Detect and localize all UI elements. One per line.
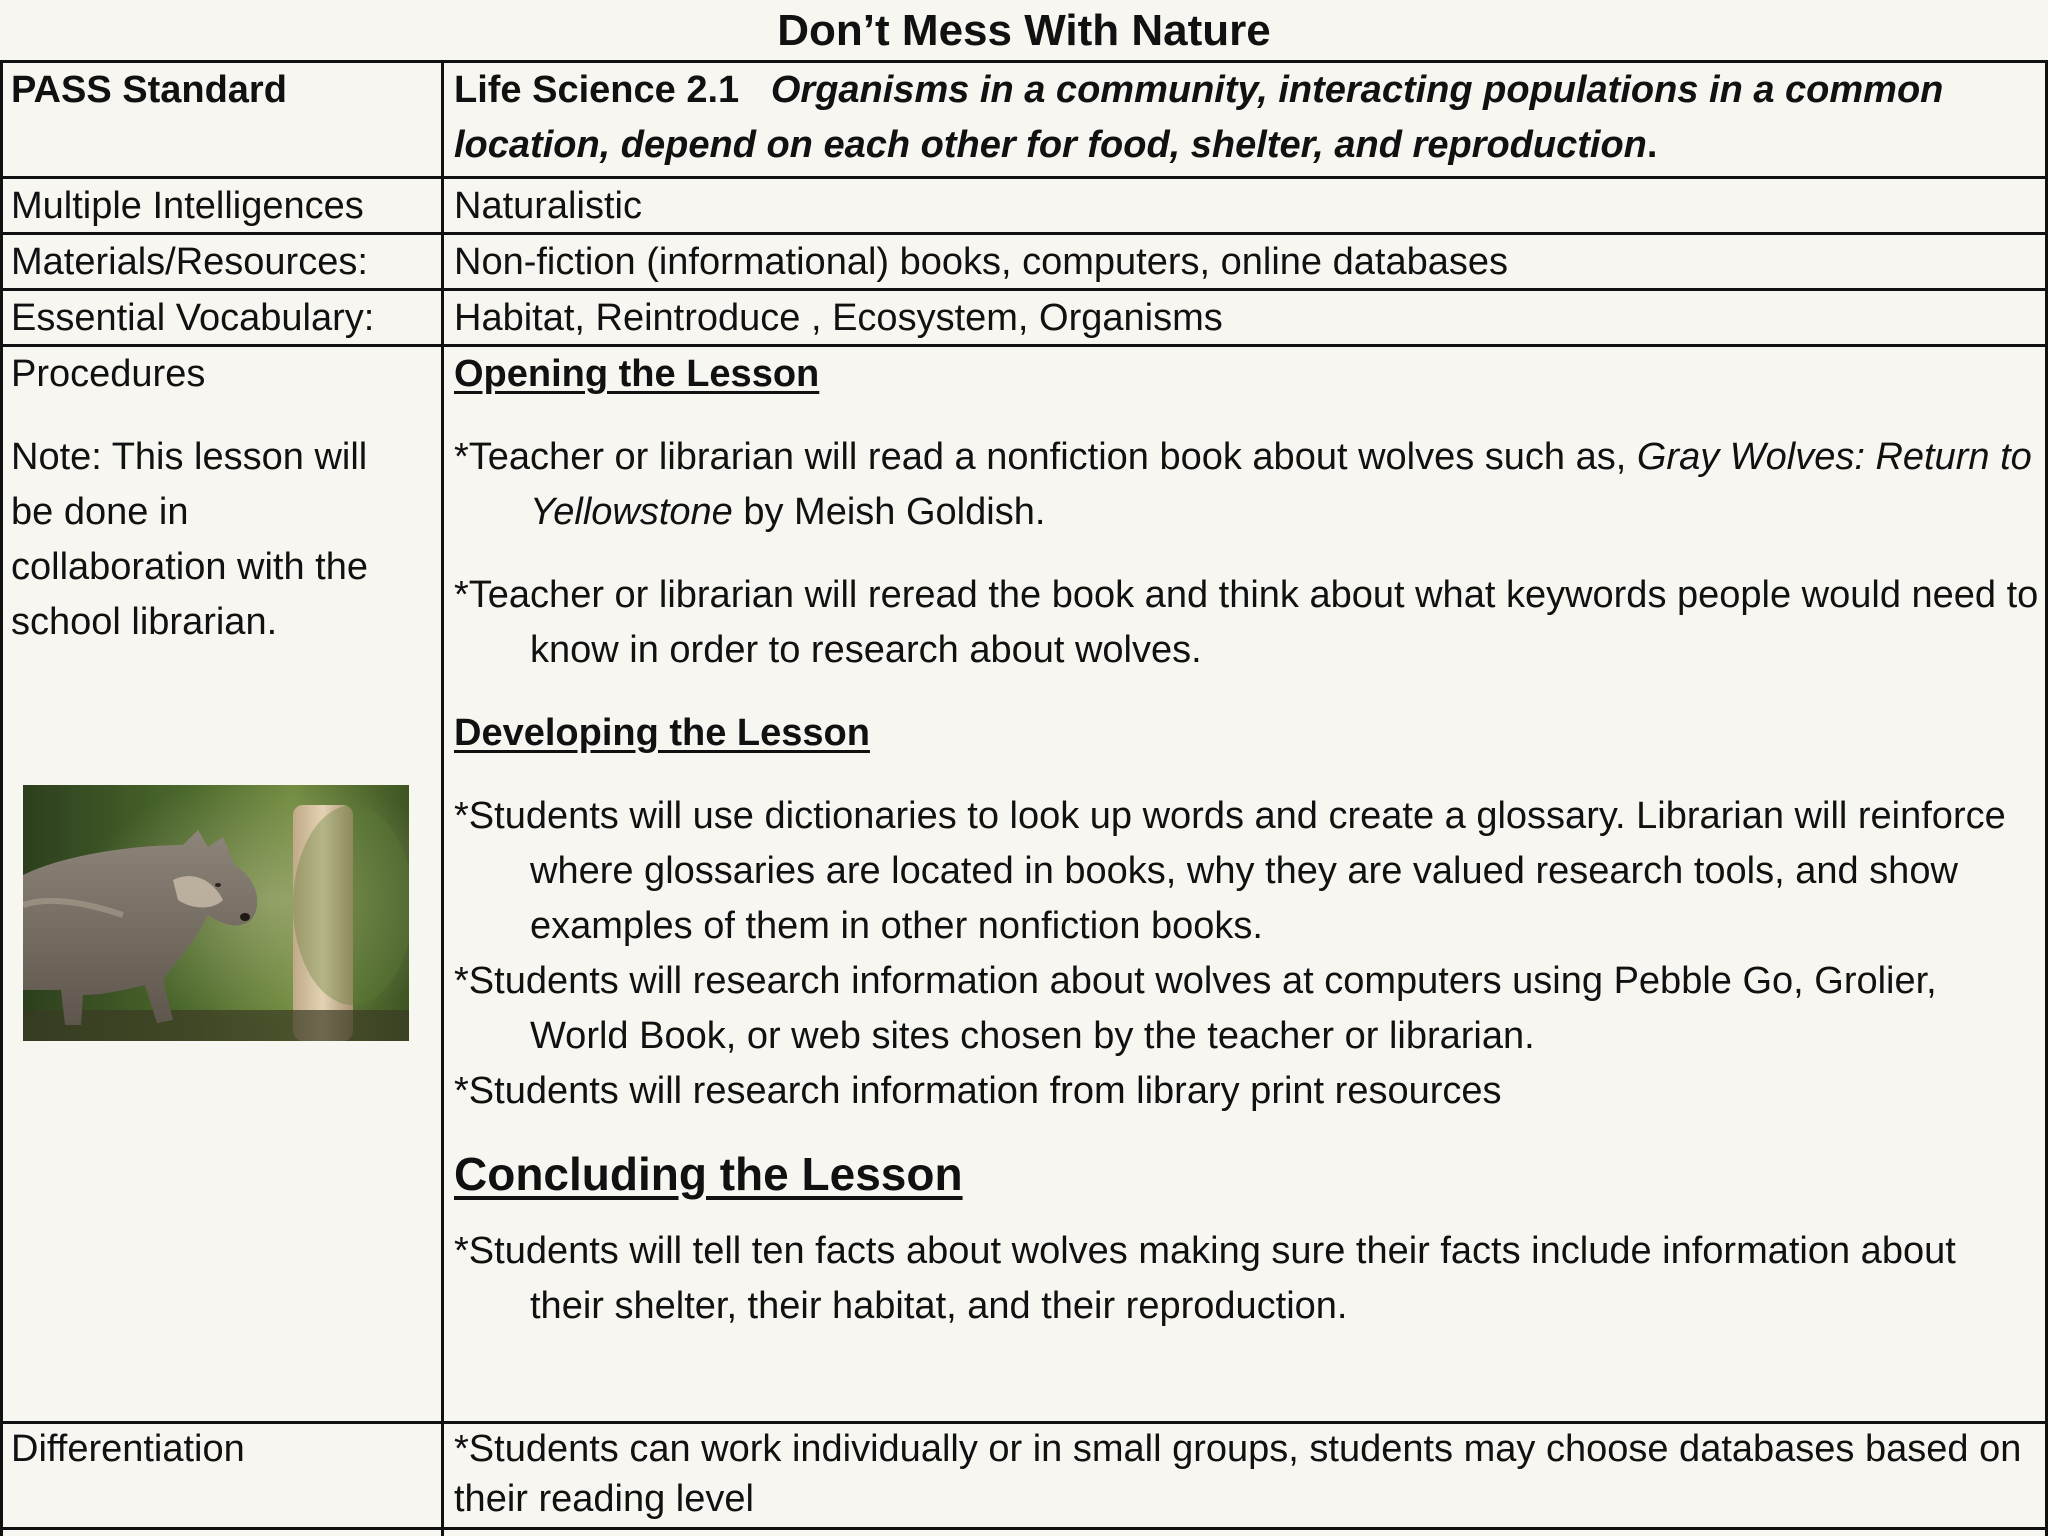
materials-value: Non-fiction (informational) books, computers, online databases	[454, 241, 1508, 283]
wolf-photo	[23, 785, 409, 1041]
concluding-paragraph-1: *Students will tell ten facts about wolves making sure their facts include information about their shelter, their habitat, and their reproduction.	[454, 1230, 1956, 1327]
column-divider	[441, 60, 444, 1536]
vocabulary-value: Habitat, Reintroduce , Ecosystem, Organisms	[454, 297, 1223, 339]
pass-standard-code: Life Science 2.1	[454, 69, 740, 111]
concluding-heading: Concluding the Lesson	[454, 1148, 963, 1200]
opening-heading: Opening the Lesson	[454, 353, 820, 395]
multiple-intelligences-label: Multiple Intelligences	[11, 185, 364, 227]
vocabulary-label: Essential Vocabulary:	[11, 297, 375, 339]
developing-paragraph-3: *Students will research information from library print resources	[454, 1070, 1502, 1112]
procedures-content	[454, 347, 2040, 1334]
differentiation-label: Differentiation	[11, 1428, 245, 1470]
procedures-label: Procedures	[11, 353, 206, 395]
table-border-left	[0, 60, 3, 1536]
page-title: Don’t Mess With Nature	[777, 6, 1271, 55]
lesson-plan-table	[0, 60, 2048, 1536]
opening-paragraph-1: *Teacher or librarian will read a nonfiction book about wolves such as, Gray Wolves: Return to Yellowstone by Meish Goldish.	[454, 436, 2032, 533]
developing-paragraph-2: *Students will research information about wolves at computers using Pebble Go, Grolier, World Book, or web sites chosen by the teacher or librarian.	[454, 960, 1937, 1057]
materials-label: Materials/Resources:	[11, 241, 368, 283]
opening-paragraph-2: *Teacher or librarian will reread the book and think about what keywords people would need to know in order to research about wolves.	[454, 574, 2039, 671]
developing-paragraph-1: *Students will use dictionaries to look up words and create a glossary. Librarian will reinforce where glossaries are located in books, why they are valued research tools, and show examples of them in other nonfiction books.	[454, 795, 2006, 947]
pass-standard-label: PASS Standard	[11, 69, 287, 111]
procedures-note: Note: This lesson will be done in collaboration with the school librarian.	[11, 436, 368, 643]
book-title: Gray Wolves: Return to Yellowstone	[530, 436, 2032, 533]
pass-standard-value: Life Science 2.1 Organisms in a community, interacting populations in a common location, depend on each other for food, shelter, and reproduction.	[454, 69, 1944, 166]
developing-heading: Developing the Lesson	[454, 712, 870, 754]
row-divider	[0, 1527, 2048, 1530]
differentiation-value: *Students can work individually or in small groups, students may choose databases based on their reading level	[454, 1428, 2022, 1520]
pass-standard-statement: Organisms in a community, interacting populations in a common location, depend on each other for food, shelter, and reproduction	[454, 69, 1944, 166]
multiple-intelligences-value: Naturalistic	[454, 185, 642, 227]
